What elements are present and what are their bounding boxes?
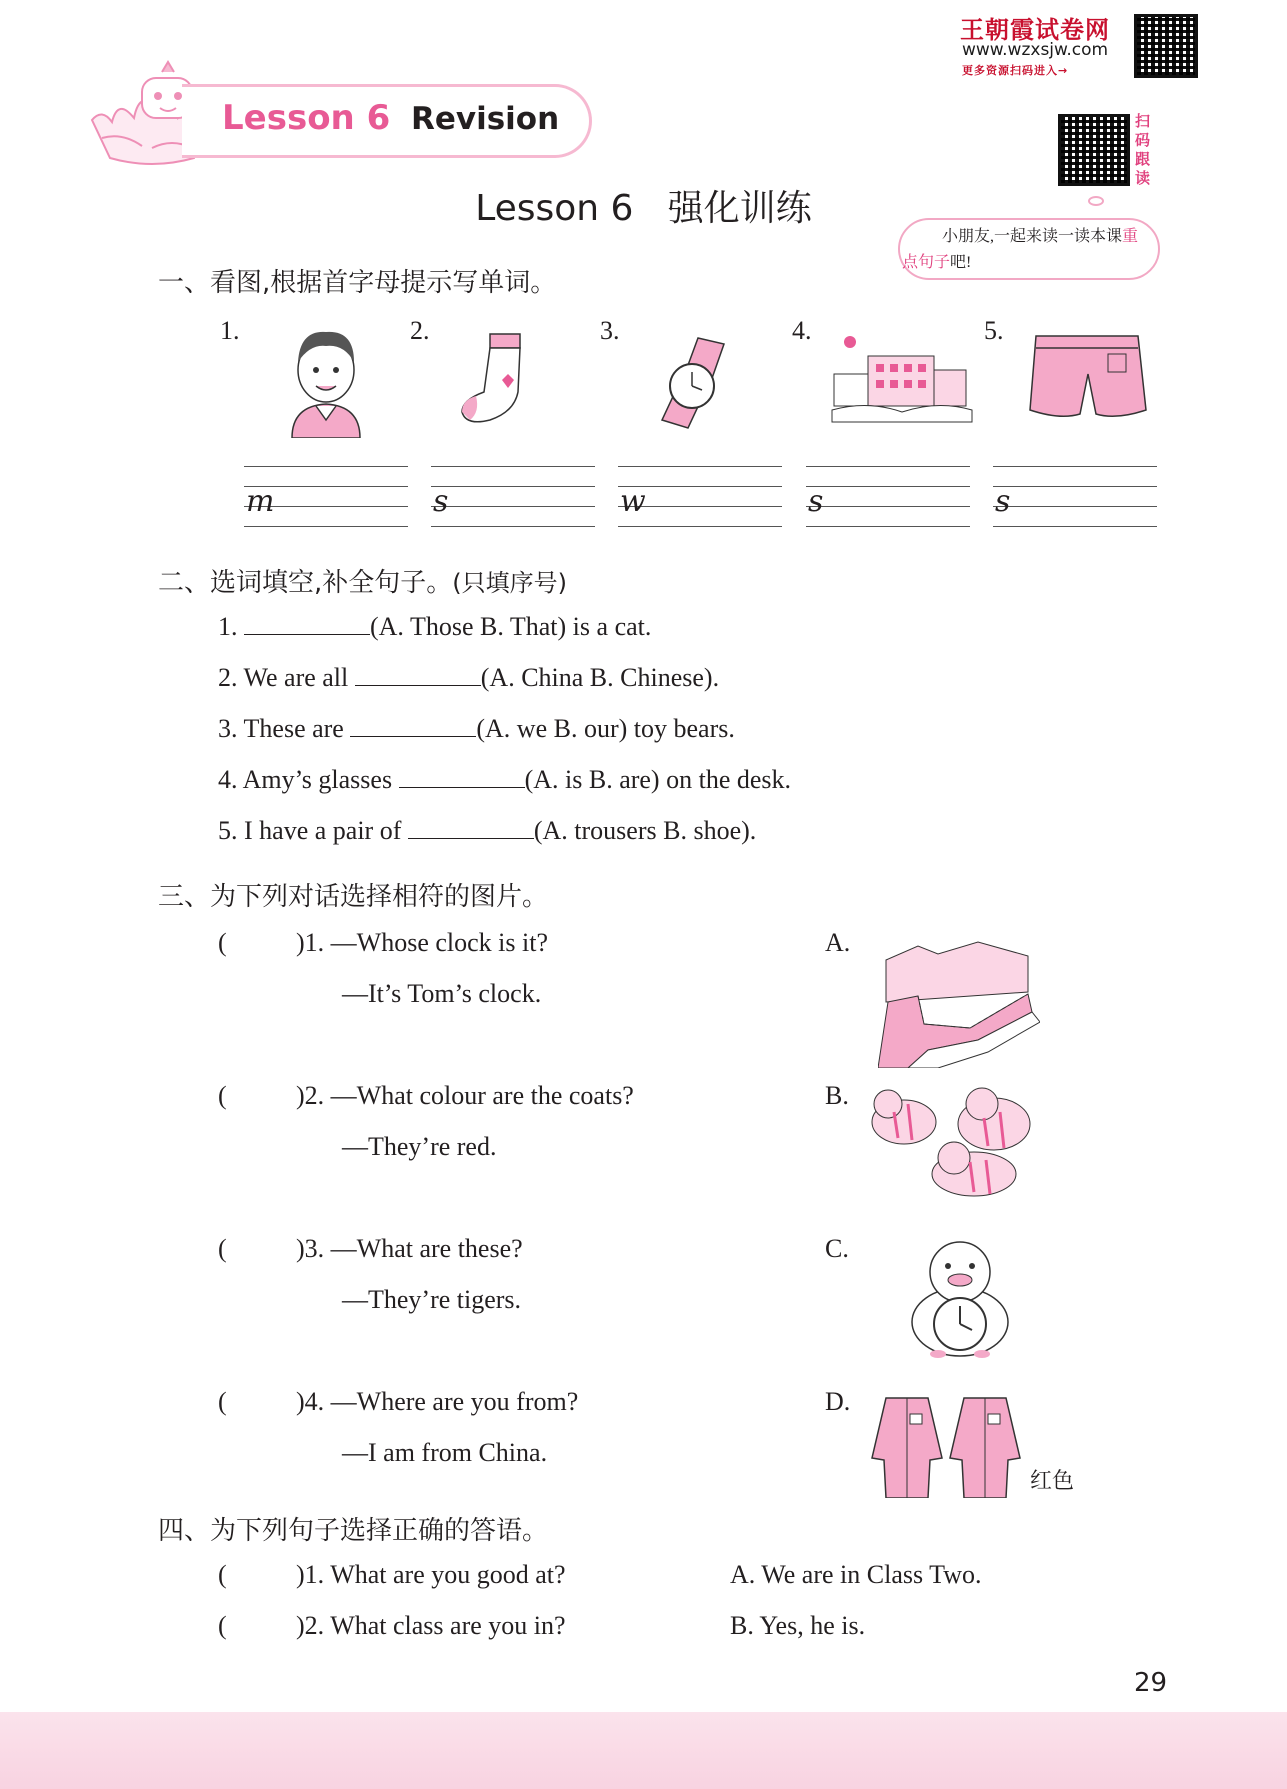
s4-answer-b: B. Yes, he is. xyxy=(730,1611,866,1640)
s3-question-2: )2. —What colour are the coats? xyxy=(296,1081,634,1110)
great-wall-picture xyxy=(878,932,1040,1068)
s1-answer-4[interactable]: s xyxy=(806,466,970,528)
s1-num-4: 4. xyxy=(792,316,812,345)
s3-paren-4[interactable]: ( xyxy=(218,1387,227,1416)
s3-paren-2[interactable]: ( xyxy=(218,1081,227,1110)
s2-blank-4[interactable] xyxy=(399,766,525,788)
footer-band xyxy=(0,1712,1287,1789)
shorts-picture xyxy=(1026,330,1150,424)
s1-num-3: 3. xyxy=(600,316,620,345)
boy-picture xyxy=(278,314,374,438)
s2-item-4: 4. Amy’s glasses (A. is B. are) on the desk. xyxy=(218,765,792,794)
s2-blank-3[interactable] xyxy=(350,715,476,737)
s2-blank-5[interactable] xyxy=(408,817,534,839)
s1-num-5: 5. xyxy=(984,316,1004,345)
s3-answer-3: —They’re tigers. xyxy=(342,1285,522,1314)
watermark-sub: 更多资源扫码进入→ xyxy=(962,64,1069,77)
tigers-picture xyxy=(864,1082,1074,1202)
page-number: 29 xyxy=(1134,1668,1168,1698)
watermark-brand: 王朝霞试卷网 xyxy=(960,16,1110,44)
qr-code-icon[interactable] xyxy=(1134,14,1198,78)
duck-clock-picture xyxy=(908,1238,1012,1358)
bubble-dot xyxy=(1088,196,1104,206)
coats-caption: 红色 xyxy=(1030,1469,1075,1494)
section2-title: 二、选词填空,补全句子。(只填序号) xyxy=(158,568,567,598)
s2-item-1: 1. (A. Those B. That) is a cat. xyxy=(218,612,652,641)
s3-question-3: )3. —What are these? xyxy=(296,1234,523,1263)
banner-lesson: Lesson 6 xyxy=(222,98,391,138)
s4-answer-a: A. We are in Class Two. xyxy=(730,1560,982,1589)
banner-revision: Revision xyxy=(411,101,560,137)
s3-option-d: D. xyxy=(825,1387,851,1416)
coats-picture xyxy=(870,1388,1030,1498)
s3-question-1: )1. —Whose clock is it? xyxy=(296,928,548,957)
page-title: Lesson 6 强化训练 xyxy=(475,188,812,229)
school-picture xyxy=(828,330,976,426)
s2-item-2: 2. We are all (A. China B. Chinese). xyxy=(218,663,720,692)
s2-item-5: 5. I have a pair of (A. trousers B. shoe). xyxy=(218,816,757,845)
s1-num-1: 1. xyxy=(220,316,240,345)
scan-qr-icon[interactable] xyxy=(1058,114,1130,186)
s2-blank-2[interactable] xyxy=(355,664,481,686)
s1-answer-5[interactable]: s xyxy=(993,466,1157,528)
s4-question-2: )2. What class are you in? xyxy=(296,1611,566,1640)
s3-option-c: C. xyxy=(825,1234,849,1263)
s1-answer-2[interactable]: s xyxy=(431,466,595,528)
s3-question-4: )4. —Where are you from? xyxy=(296,1387,579,1416)
scan-label: 扫 码 跟 读 xyxy=(1135,112,1151,187)
s4-paren-2[interactable]: ( xyxy=(218,1611,227,1640)
s4-paren-1[interactable]: ( xyxy=(218,1560,227,1589)
s3-option-b: B. xyxy=(825,1081,849,1110)
section4-title: 四、为下列句子选择正确的答语。 xyxy=(158,1516,549,1546)
section3-title: 三、为下列对话选择相符的图片。 xyxy=(158,882,549,912)
s3-paren-3[interactable]: ( xyxy=(218,1234,227,1263)
s4-question-1: )1. What are you good at? xyxy=(296,1560,566,1589)
s1-answer-1[interactable]: m xyxy=(244,466,408,528)
s2-blank-1[interactable] xyxy=(244,613,370,635)
s3-answer-4: —I am from China. xyxy=(342,1438,548,1467)
watermark-url[interactable]: www.wzxsjw.com xyxy=(962,40,1109,60)
s1-answer-3[interactable]: w xyxy=(618,466,782,528)
s3-paren-1[interactable]: ( xyxy=(218,928,227,957)
s2-item-3: 3. These are (A. we B. our) toy bears. xyxy=(218,714,735,743)
s3-option-a: A. xyxy=(825,928,851,957)
s1-num-2: 2. xyxy=(410,316,430,345)
s3-answer-2: —They’re red. xyxy=(342,1132,497,1161)
watch-picture xyxy=(654,334,730,430)
section1-title: 一、看图,根据首字母提示写单词。 xyxy=(158,268,557,298)
bubble-text: 小朋友,一起来读一读本课重点句子吧! xyxy=(902,228,1139,271)
s3-answer-1: —It’s Tom’s clock. xyxy=(342,979,542,1008)
sock-picture xyxy=(452,330,534,426)
